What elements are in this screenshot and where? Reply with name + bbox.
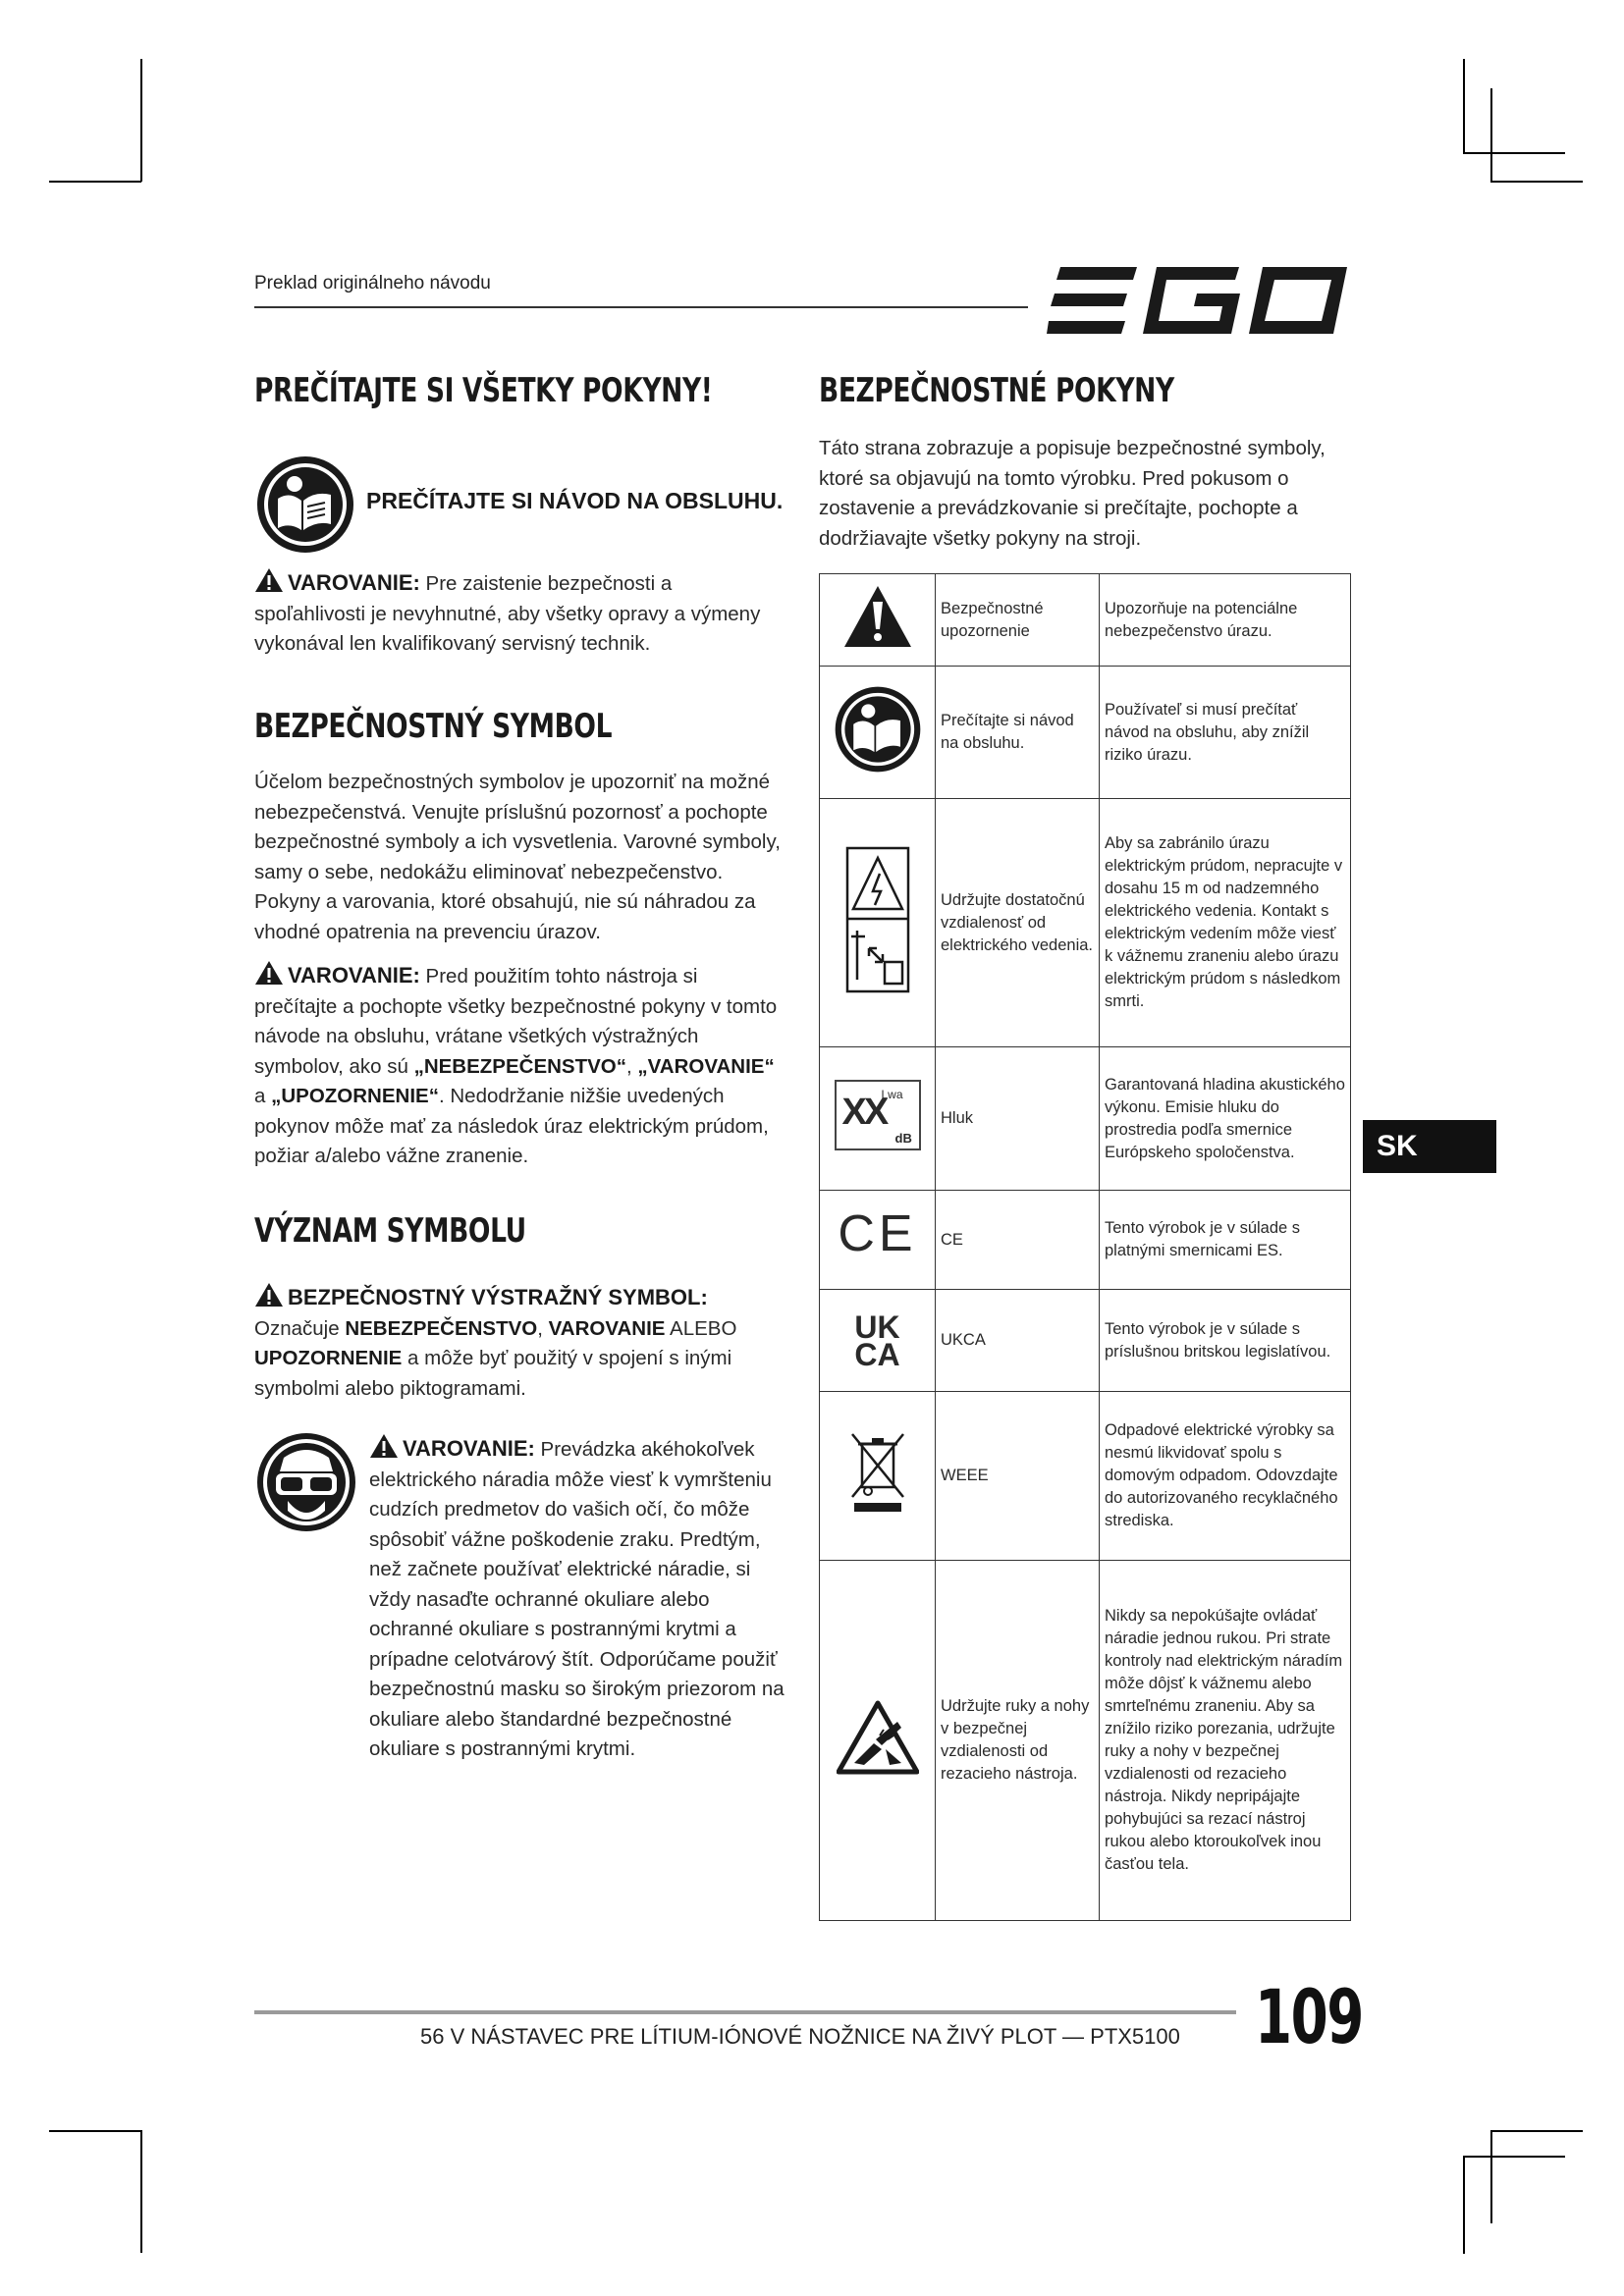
warning-qualified-service	[254, 567, 785, 660]
warning-text: ,	[625, 1054, 638, 1078]
eye-protection-icon	[254, 1430, 358, 1534]
alert-text: ALEBO	[665, 1316, 737, 1340]
icon-cell	[820, 1392, 936, 1561]
heading-safety-instructions: BEZPEČNOSTNÉ POKYNY	[819, 371, 1174, 410]
footer-title: 56 V NÁSTAVEC PRE LÍTIUM-IÓNOVÉ NOŽNICE NA ŽIVÝ PLOT — PTX5100	[420, 2024, 1180, 2049]
heading-read-all: PREČÍTAJTE SI VŠETKY POKYNY!	[254, 371, 713, 410]
ukca-top: UK	[854, 1308, 900, 1345]
table-row	[820, 799, 1351, 1047]
crop-mark	[1490, 2130, 1583, 2132]
language-tab: SK	[1363, 1120, 1496, 1173]
crop-mark	[1490, 2130, 1492, 2223]
intro-paragraph: Táto strana zobrazuje a popisuje bezpečnostné symboly, ktoré sa objavujú na tomto výrobku. Pred pokusom o zostavenie a prevádzkovanie si prečítajte, pochopte a dodržiavajte všetky pokyny na stroji.	[819, 437, 1326, 550]
read-manual-icon	[254, 454, 356, 556]
symbol-desc: Tento výrobok je v súlade s platnými smernicami ES.	[1100, 1191, 1351, 1290]
read-manual-icon	[833, 684, 923, 774]
danger-term: NEBEZPEČENSTVO	[345, 1316, 538, 1340]
symbol-desc: Garantovaná hladina akustického výkonu. Emisie hluku do prostredia podľa smernice Európskeho spoločenstva.	[1100, 1047, 1351, 1191]
crop-mark	[1463, 2156, 1565, 2158]
symbol-desc: Odpadové elektrické výrobky sa nesmú likvidovať spolu s domovým odpadom. Odovzdajte do autorizovaného recyklačného strediska.	[1100, 1392, 1351, 1561]
weee-bin-icon	[848, 1430, 907, 1515]
symbol-desc: Aby sa zabránilo úrazu elektrickým prúdom, nepracujte v dosahu 15 m od nadzemného elektrického vedenia. Kontakt s elektrickým vedením môže viesť k vážnemu zraneniu alebo úrazu elektrickým prúdom s následkom smrti.	[1100, 799, 1351, 1047]
crop-mark	[140, 59, 142, 182]
crop-mark	[140, 2130, 142, 2253]
symbol-name: UKCA	[936, 1290, 1100, 1392]
warning-term: VAROVANIE	[548, 1316, 666, 1340]
alert-label: BEZPEČNOSTNÝ VÝSTRAŽNÝ SYMBOL:	[288, 1285, 708, 1309]
table-row	[820, 1392, 1351, 1561]
ego-logo	[1047, 263, 1351, 338]
symbol-name: Bezpečnostné upozornenie	[936, 574, 1100, 667]
icon-cell	[820, 667, 936, 799]
warning-eye-protection	[369, 1433, 791, 1765]
warning-label: VAROVANIE:	[403, 1436, 535, 1461]
icon-cell	[820, 574, 936, 667]
cutting-hazard-icon	[837, 1700, 919, 1775]
header-rule	[254, 306, 1028, 308]
power-line-icon	[845, 846, 910, 993]
icon-cell	[820, 1290, 936, 1392]
alert-text: ,	[537, 1316, 549, 1340]
symbol-name: Udržujte ruky a nohy v bezpečnej vzdialenosti od rezacieho nástroja.	[936, 1561, 1100, 1921]
crop-mark	[1463, 2156, 1465, 2254]
table-row	[820, 1561, 1351, 1921]
ce-mark-icon: CE	[838, 1204, 917, 1262]
ukca-mark-icon	[820, 1308, 935, 1372]
table-row	[820, 667, 1351, 799]
warning-term: „VAROVANIE“	[637, 1054, 775, 1078]
alert-text: a môže byť použitý v spojení s inými symbolmi alebo piktogramami.	[254, 1347, 732, 1400]
symbol-desc: Upozorňuje na potenciálne nebezpečenstvo úrazu.	[1100, 574, 1351, 667]
symbol-desc: Používateľ si musí prečítať návod na obsluhu, aby znížil riziko úrazu.	[1100, 667, 1351, 799]
symbol-name: CE	[936, 1191, 1100, 1290]
symbol-name: Hluk	[936, 1047, 1100, 1191]
caution-term: UPOZORNENIE	[254, 1347, 403, 1369]
symbol-paragraph: Účelom bezpečnostných symbolov je upozorniť na možné nebezpečenstvá. Venujte príslušnú pozornosť a pochopte bezpečnostné symboly a ich vysvetlenia. Varovné symboly, samy o sebe, nedokážu eliminovať nebezpečenstvo. Pokyny a varovania, ktoré obsahujú, nie sú náhradou za vhodné opatrenia na prevenciu úrazov.	[254, 771, 781, 943]
footer-rule	[254, 2010, 1236, 2014]
crop-mark	[49, 2130, 141, 2132]
crop-mark	[1463, 152, 1565, 154]
icon-cell	[820, 1191, 936, 1290]
heading-safety-symbol: BEZPEČNOSTNÝ SYMBOL	[254, 707, 613, 746]
table-row	[820, 1290, 1351, 1392]
symbol-name: Prečítajte si návod na obsluhu.	[936, 667, 1100, 799]
warning-read-before-use	[254, 960, 785, 1172]
warning-label: VAROVANIE:	[288, 963, 420, 988]
crop-mark	[1463, 59, 1465, 154]
symbol-name: Udržujte dostatočnú vzdialenosť od elektrického vedenia.	[936, 799, 1100, 1047]
warning-triangle-icon	[842, 584, 913, 649]
warning-label: VAROVANIE:	[288, 570, 420, 595]
warning-text: Pre zaistenie bezpečnosti a spoľahlivosti je nevyhnutné, aby všetky opravy a výmeny vykonával len kvalifikovaný servisný technik.	[254, 572, 761, 655]
noise-icon	[835, 1080, 921, 1150]
icon-cell	[820, 1047, 936, 1191]
heading-symbol-meaning: VÝZNAM SYMBOLU	[254, 1211, 526, 1251]
warning-text: a	[254, 1085, 272, 1107]
noise-unit: dB	[894, 1131, 912, 1146]
crop-mark	[1490, 181, 1583, 183]
warning-triangle-icon	[254, 567, 284, 593]
warning-text: Prevádzka akéhokoľvek elektrického náradia môže viesť k vymršteniu cudzích predmetov do vašich očí, čo môže spôsobiť vážne poškodenie zraku. Predtým, než začnete používať elektrické náradie, si vždy nasaďte ochranné okuliare alebo ochranné okuliare s postrannými krytmi a prípadne celotvárový štít. Odporúčame použiť bezpečnostnú masku so širokým priezorom na okuliare alebo štandardné bezpečnostné okuliare s postrannými krytmi.	[369, 1438, 785, 1760]
warning-text: . Nedodržanie nižšie uvedených pokynov môže mať za následok úraz elektrickým prúdom, požiar a/alebo vážne zranenie.	[254, 1085, 769, 1167]
icon-cell	[820, 799, 936, 1047]
safety-alert-symbol-text	[254, 1282, 785, 1404]
icon-cell	[820, 1561, 936, 1921]
crop-mark	[49, 181, 141, 183]
symbol-desc: Tento výrobok je v súlade s príslušnou britskou legislatívou.	[1100, 1290, 1351, 1392]
alert-text: Označuje	[254, 1316, 346, 1340]
warning-text: Pred použitím tohto nástroja si prečítajte a pochopte všetky bezpečnostné pokyny v tomto návode na obsluhu, vrátane všetkých výstražných symbolov, ako sú	[254, 965, 778, 1078]
warning-triangle-icon	[369, 1433, 399, 1459]
noise-lwa: Lwa	[881, 1088, 903, 1101]
caution-term: „UPOZORNENIE“	[271, 1085, 439, 1107]
header-label: Preklad originálneho návodu	[254, 273, 491, 294]
danger-term: „NEBEZPEČENSTVO“	[413, 1054, 626, 1078]
table-row	[820, 1047, 1351, 1191]
page-number: 109	[1255, 1973, 1363, 2060]
symbol-desc: Nikdy sa nepokúšajte ovládať náradie jednou rukou. Pri strate kontroly nad elektrickým náradím môže dôjsť k vážnemu alebo smrteľnému zraneniu. Aby sa znížilo riziko porezania, udržujte ruky a nohy v bezpečnej vzdialenosti od rezacieho nástroja. Nikdy nepripájajte pohybujúci sa rezací nástroj rukou alebo ktoroukoľvek inou časťou tela.	[1100, 1561, 1351, 1921]
warning-triangle-icon	[254, 960, 284, 986]
table-row	[820, 574, 1351, 667]
crop-mark	[1490, 88, 1492, 182]
table-row	[820, 1191, 1351, 1290]
symbol-name: WEEE	[936, 1392, 1100, 1561]
noise-value: XX	[841, 1092, 887, 1133]
read-manual-label: PREČÍTAJTE SI NÁVOD NA OBSLUHU.	[366, 488, 784, 513]
warning-triangle-icon	[254, 1282, 284, 1308]
ukca-bottom: CA	[854, 1336, 900, 1372]
symbol-table	[819, 573, 1351, 1921]
